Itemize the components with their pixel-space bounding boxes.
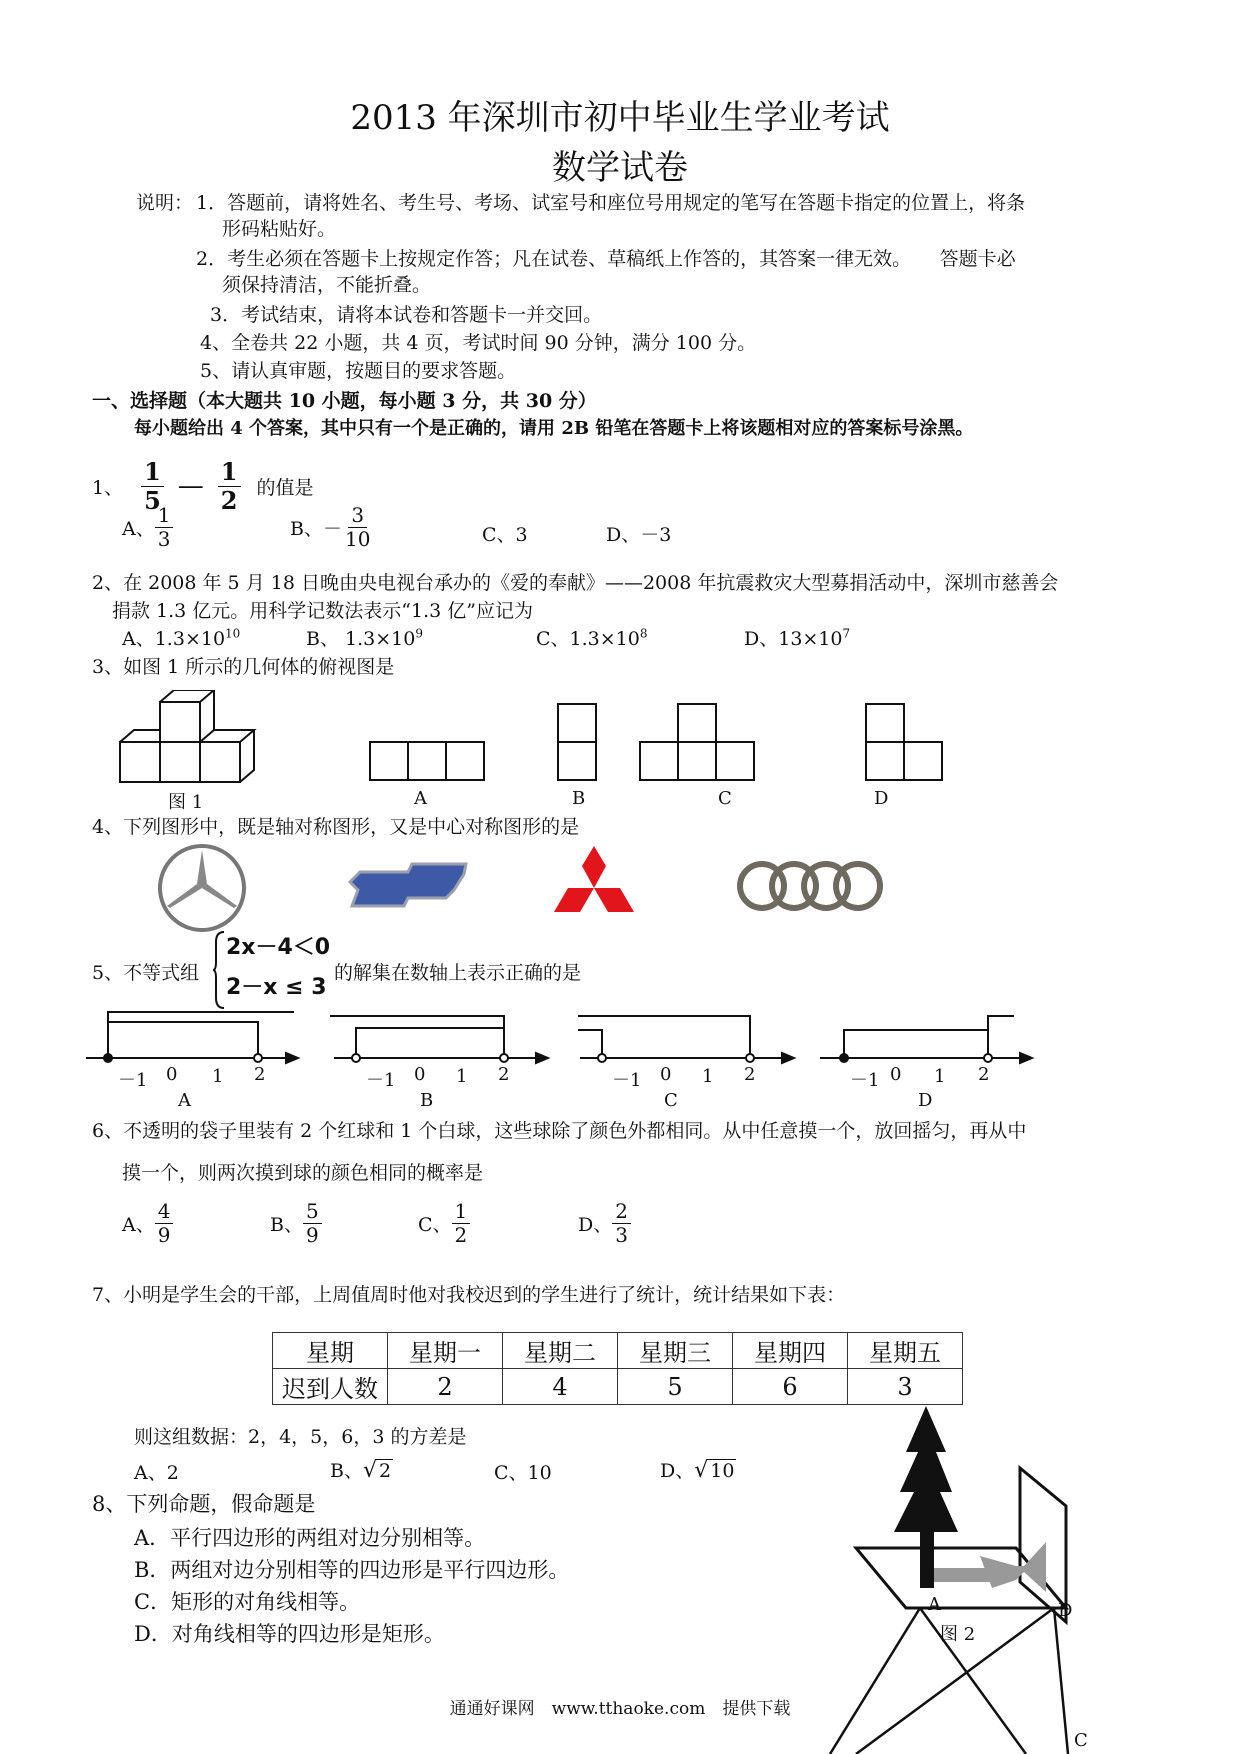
instructions-lead: 说明：: [136, 192, 194, 214]
q1-option-d: D、－3: [606, 524, 672, 546]
instruction-5: 5、请认真审题，按题目的要求答题。: [200, 360, 517, 382]
q2-option-d: D、$13\times 10^7$: [744, 626, 851, 650]
tick-label: 0: [660, 1064, 672, 1085]
q1-fraction-2: $\frac{1}{2}$: [218, 458, 241, 514]
tick-label: 1: [702, 1066, 714, 1087]
number-line-label-a: A: [178, 1090, 191, 1111]
q3-fig-caption: 图 1: [168, 792, 204, 813]
q7-after: 则这组数据：2，4，5，6，3 的方差是: [134, 1426, 467, 1448]
q2-line-2: 捐款 1.3 亿元。用科学记数法表示“1.3 亿”应记为: [112, 600, 533, 622]
q1-number: 1、: [92, 476, 124, 499]
table-cell: 6: [733, 1369, 848, 1405]
q3-label-c: C: [718, 788, 732, 809]
tick-label: 1: [212, 1066, 224, 1087]
q5-inequality-2: 2－x ≤ 3: [226, 975, 327, 1000]
tick-label: －1: [366, 1070, 396, 1091]
q8-text: 8、下列命题，假命题是: [92, 1492, 316, 1516]
figure-1-solid: [120, 690, 254, 782]
tick-label: 0: [166, 1064, 178, 1085]
fig2-label-a: A: [928, 1594, 941, 1615]
q6-option-b: B、 $\frac{5}{9}$: [270, 1200, 322, 1247]
q7-option-a: A、2: [134, 1462, 179, 1484]
section-heading: 一、选择题（本大题共 10 小题，每小题 3 分，共 30 分）: [92, 390, 597, 412]
q3-text: 3、如图 1 所示的几何体的俯视图是: [92, 656, 395, 678]
fig2-caption: 图 2: [940, 1624, 976, 1645]
option-c-view: [640, 704, 754, 780]
tick-label: －1: [118, 1070, 148, 1091]
tick-label: 1: [456, 1066, 468, 1087]
q1-option-a: A、 $\frac{1}{3}$: [122, 504, 173, 551]
instruction-1b: 形码粘贴好。: [222, 218, 337, 240]
table-cell: 4: [503, 1369, 618, 1405]
table-header-cell: 星期一: [388, 1333, 503, 1369]
tick-label: －1: [612, 1070, 642, 1091]
q2-option-b: B、 $1.3\times 10^9$: [306, 626, 423, 650]
three-point-star-logo: [160, 846, 244, 930]
q7-option-d: D、√ 10: [660, 1458, 735, 1483]
table-header-cell: 星期三: [618, 1333, 733, 1369]
q2-option-a: A、$1.3\times 10^{10}$: [122, 626, 241, 650]
table-header-cell: 星期四: [733, 1333, 848, 1369]
q5-number-lines: [84, 1010, 1044, 1068]
exam-subtitle: 数学试卷: [552, 148, 688, 188]
table-header-row: [273, 1333, 963, 1369]
bowtie-logo: [350, 864, 466, 906]
q5-brace: [212, 930, 226, 1010]
q6-option-d: D、 $\frac{2}{3}$: [578, 1200, 631, 1247]
number-line-a: [86, 1012, 298, 1063]
tick-label: 1: [934, 1066, 946, 1087]
q5-pre: 5、不等式组: [92, 962, 200, 984]
number-line-c: [578, 1016, 794, 1063]
q1-option-c: C、3: [482, 524, 528, 546]
q3-label-b: B: [572, 788, 586, 809]
exam-title: 2013 年深圳市初中毕业生学业考试: [350, 98, 890, 138]
tick-label: 0: [890, 1064, 902, 1085]
q6-option-c: C、 $\frac{1}{2}$: [418, 1200, 470, 1247]
number-line-label-c: C: [664, 1090, 678, 1111]
instruction-4: 4、全卷共 22 小题，共 4 页，考试时间 90 分钟，满分 100 分。: [200, 332, 757, 354]
number-line-b: [330, 1016, 548, 1063]
q7-text: 7、小明是学生会的干部，上周值周时他对我校迟到的学生进行了统计，统计结果如下表：: [92, 1284, 846, 1306]
tick-label: 2: [254, 1064, 266, 1085]
q4-logos: [150, 842, 930, 940]
option-a-view: [370, 742, 484, 780]
q3-label-d: D: [874, 788, 889, 809]
q1-tail: 的值是: [256, 476, 314, 499]
four-rings-logo: [740, 864, 880, 908]
q1-minus: —: [177, 471, 204, 502]
q2-line-1: 2、在 2008 年 5 月 18 日晚由央电视台承办的《爱的奉献》——2008 年抗震救灾大型募捐活动中，深圳市慈善会: [92, 572, 1059, 594]
table-cell: 5: [618, 1369, 733, 1405]
section-note: 每小题给出 4 个答案，其中只有一个是正确的，请用 2B 铅笔在答题卡上将该题相对应的答案标号涂黑。: [134, 418, 974, 439]
table-cell: 2: [388, 1369, 503, 1405]
table-header-cell: 星期五: [848, 1333, 963, 1369]
table-cell: 3: [848, 1369, 963, 1405]
fig2-label-c: C: [1074, 1730, 1088, 1751]
option-d-view: [866, 704, 942, 780]
q5-post: 的解集在数轴上表示正确的是: [334, 962, 582, 984]
instruction-2: 2．考生必须在答题卡上按规定作答；凡在试卷、草稿纸上作答的，其答案一律无效。 答题卡必: [196, 248, 1016, 270]
q7-option-b: B、√ 2: [330, 1458, 392, 1483]
q8-option-a: A．平行四边形的两组对边分别相等。: [134, 1526, 486, 1550]
q1-option-b: B、－ $\frac{3}{10}$: [290, 503, 371, 551]
q6-line-1: 6、不透明的袋子里装有 2 个红球和 1 个白球，这些球除了颜色外都相同。从中任意摸一个，放回摇匀，再从中: [92, 1120, 1027, 1142]
page-footer: 通通好课网 www.tthaoke.com 提供下载: [449, 1699, 791, 1719]
fig2-label-d: D: [1058, 1600, 1073, 1621]
table-cell: 迟到人数: [273, 1369, 388, 1405]
instruction-3: 3．考试结束，请将本试卷和答题卡一并交回。: [210, 304, 603, 326]
three-diamond-logo: [554, 846, 634, 912]
q4-text: 4、下列图形中，既是轴对称图形，又是中心对称图形的是: [92, 816, 580, 838]
tick-label: 2: [498, 1064, 510, 1085]
q6-line-2: 摸一个，则两次摸到球的颜色相同的概率是: [122, 1162, 484, 1184]
tree: [894, 1406, 958, 1588]
tick-label: 2: [978, 1064, 990, 1085]
instruction-2b: 须保持清洁，不能折叠。: [222, 274, 432, 296]
q8-option-d: D．对角线相等的四边形是矩形。: [134, 1622, 445, 1646]
option-b-view: [558, 704, 596, 780]
tick-label: 2: [744, 1064, 756, 1085]
q5-inequality-1: 2x－4＜0: [226, 935, 331, 960]
number-line-label-b: B: [420, 1090, 434, 1111]
tick-label: －1: [850, 1070, 880, 1091]
q3-figures: [110, 690, 960, 790]
instruction-1: 1．答题前，请将姓名、考生号、考场、试室号和座位号用规定的笔写在答题卡指定的位置上，将条: [196, 192, 1026, 214]
number-line-d: [820, 1016, 1032, 1063]
q3-label-a: A: [414, 788, 427, 809]
table-header-cell: 星期: [273, 1333, 388, 1369]
q7-option-c: C、10: [494, 1462, 552, 1484]
q2-option-c: C、$1.3\times 10^8$: [536, 626, 648, 650]
q8-option-c: C．矩形的对角线相等。: [134, 1590, 361, 1614]
q6-option-a: A、 $\frac{4}{9}$: [122, 1200, 173, 1247]
table-header-cell: 星期二: [503, 1333, 618, 1369]
lateness-table: [272, 1332, 963, 1405]
tick-label: 0: [414, 1064, 426, 1085]
number-line-label-d: D: [918, 1090, 933, 1111]
q8-option-b: B．两组对边分别相等的四边形是平行四边形。: [134, 1558, 570, 1582]
q1-fraction-1: $\frac{1}{5}$: [141, 458, 164, 514]
